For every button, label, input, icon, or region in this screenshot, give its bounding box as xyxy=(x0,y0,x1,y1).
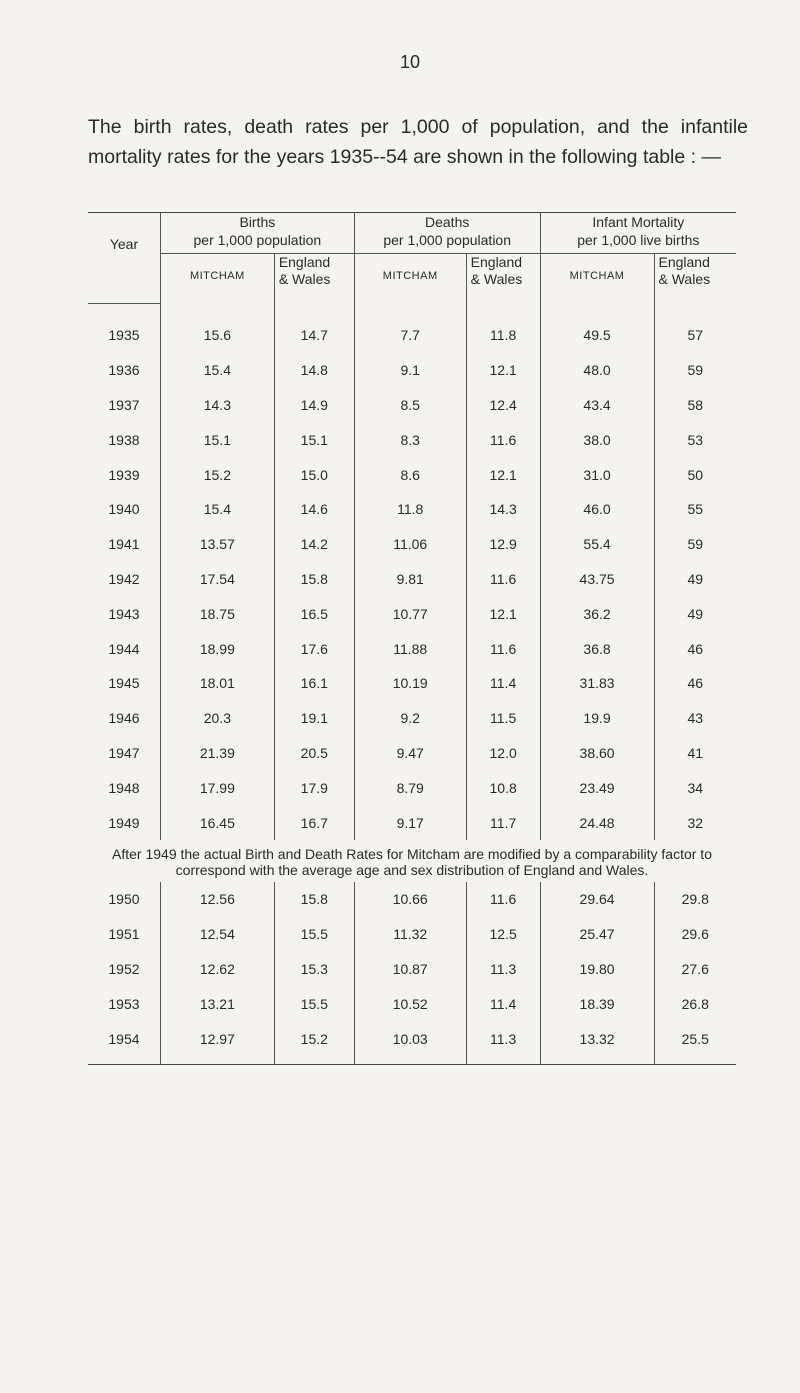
value-cell: 43.75 xyxy=(540,562,654,597)
table-row xyxy=(88,917,736,952)
infant-ew-header xyxy=(654,253,736,304)
births-ew-line2: & Wales xyxy=(278,270,331,287)
births-ew-line1: England xyxy=(278,253,331,270)
value-cell: 9.47 xyxy=(354,736,466,771)
table-row xyxy=(88,952,736,987)
value-cell: 12.97 xyxy=(160,1021,274,1056)
value-cell: 11.4 xyxy=(466,986,540,1021)
value-cell: 10.87 xyxy=(354,952,466,987)
value-cell: 14.3 xyxy=(466,492,540,527)
value-cell: 11.6 xyxy=(466,631,540,666)
value-cell: 43 xyxy=(654,701,736,736)
value-cell: 14.6 xyxy=(274,492,354,527)
value-cell: 11.6 xyxy=(466,882,540,917)
value-cell: 29.8 xyxy=(654,882,736,917)
value-cell: 15.8 xyxy=(274,882,354,917)
value-cell: 12.9 xyxy=(466,527,540,562)
births-header xyxy=(160,213,354,253)
year-subheader-blank xyxy=(88,253,160,304)
value-cell: 15.6 xyxy=(160,318,274,353)
value-cell: 11.88 xyxy=(354,631,466,666)
value-cell: 43.4 xyxy=(540,388,654,423)
value-cell: 12.5 xyxy=(466,917,540,952)
value-cell: 11.4 xyxy=(466,666,540,701)
infant-ew-line2: & Wales xyxy=(658,270,711,287)
deaths-header-line2: per 1,000 population xyxy=(383,232,512,248)
value-cell: 16.45 xyxy=(160,805,274,840)
table-row xyxy=(88,805,736,840)
value-cell: 38.60 xyxy=(540,736,654,771)
value-cell: 11.8 xyxy=(354,492,466,527)
value-cell: 15.4 xyxy=(160,492,274,527)
year-cell: 1950 xyxy=(108,891,140,908)
year-cell: 1949 xyxy=(108,814,140,831)
value-cell: 41 xyxy=(654,736,736,771)
value-cell: 18.75 xyxy=(160,596,274,631)
value-cell: 12.4 xyxy=(466,388,540,423)
value-cell: 15.3 xyxy=(274,952,354,987)
value-cell: 12.54 xyxy=(160,917,274,952)
year-cell: 1939 xyxy=(108,466,140,483)
deaths-ew-line2: & Wales xyxy=(470,270,523,287)
table-row xyxy=(88,388,736,423)
value-cell: 32 xyxy=(654,805,736,840)
value-cell: 8.6 xyxy=(354,457,466,492)
value-cell: 15.8 xyxy=(274,562,354,597)
value-cell: 12.1 xyxy=(466,353,540,388)
comparability-note-row xyxy=(88,840,736,882)
year-cell: 1938 xyxy=(108,431,140,448)
table-row xyxy=(88,527,736,562)
value-cell: 8.5 xyxy=(354,388,466,423)
value-cell: 14.3 xyxy=(160,388,274,423)
value-cell: 13.32 xyxy=(540,1021,654,1056)
intro-paragraph: The birth rates, death rates per 1,000 of population, and the infantile mortality rates for the years 1935--54 are shown in the following table : — xyxy=(88,116,748,168)
value-cell: 12.0 xyxy=(466,736,540,771)
value-cell: 24.48 xyxy=(540,805,654,840)
value-cell: 10.19 xyxy=(354,666,466,701)
table-row xyxy=(88,986,736,1021)
year-cell: 1941 xyxy=(108,536,140,553)
value-cell: 14.7 xyxy=(274,318,354,353)
comparability-note: After 1949 the actual Birth and Death Rates for Mitcham are modified by a comparability factor to correspond with the average age and sex distribution of England and Wales. xyxy=(112,845,712,878)
value-cell: 23.49 xyxy=(540,770,654,805)
value-cell: 20.5 xyxy=(274,736,354,771)
value-cell: 7.7 xyxy=(354,318,466,353)
year-cell: 1954 xyxy=(108,1030,140,1047)
value-cell: 36.8 xyxy=(540,631,654,666)
table-row xyxy=(88,666,736,701)
value-cell: 53 xyxy=(654,422,736,457)
value-cell: 48.0 xyxy=(540,353,654,388)
year-cell: 1947 xyxy=(108,744,140,761)
value-cell: 16.1 xyxy=(274,666,354,701)
value-cell: 14.8 xyxy=(274,353,354,388)
table-row xyxy=(88,457,736,492)
value-cell: 12.1 xyxy=(466,596,540,631)
value-cell: 19.9 xyxy=(540,701,654,736)
value-cell: 29.6 xyxy=(654,917,736,952)
value-cell: 15.0 xyxy=(274,457,354,492)
value-cell: 34 xyxy=(654,770,736,805)
value-cell: 55 xyxy=(654,492,736,527)
year-cell: 1942 xyxy=(108,570,140,587)
value-cell: 10.77 xyxy=(354,596,466,631)
value-cell: 12.1 xyxy=(466,457,540,492)
value-cell: 15.5 xyxy=(274,986,354,1021)
year-cell: 1936 xyxy=(108,362,140,379)
value-cell: 11.3 xyxy=(466,1021,540,1056)
value-cell: 15.1 xyxy=(160,422,274,457)
deaths-ew-header xyxy=(466,253,540,304)
value-cell: 21.39 xyxy=(160,736,274,771)
year-cell: 1943 xyxy=(108,605,140,622)
year-cell: 1937 xyxy=(108,396,140,413)
table-row xyxy=(88,736,736,771)
table-row xyxy=(88,631,736,666)
value-cell: 14.2 xyxy=(274,527,354,562)
value-cell: 50 xyxy=(654,457,736,492)
value-cell: 46 xyxy=(654,631,736,666)
value-cell: 59 xyxy=(654,527,736,562)
page-number: 10 xyxy=(399,52,421,72)
value-cell: 25.5 xyxy=(654,1021,736,1056)
value-cell: 12.56 xyxy=(160,882,274,917)
value-cell: 18.01 xyxy=(160,666,274,701)
table-row xyxy=(88,596,736,631)
value-cell: 17.54 xyxy=(160,562,274,597)
value-cell: 8.79 xyxy=(354,770,466,805)
value-cell: 49 xyxy=(654,562,736,597)
value-cell: 29.64 xyxy=(540,882,654,917)
value-cell: 11.32 xyxy=(354,917,466,952)
value-cell: 15.2 xyxy=(274,1021,354,1056)
year-cell: 1935 xyxy=(108,327,140,344)
infant-mortality-header xyxy=(540,213,736,253)
value-cell: 15.4 xyxy=(160,353,274,388)
value-cell: 16.5 xyxy=(274,596,354,631)
value-cell: 9.1 xyxy=(354,353,466,388)
value-cell: 9.81 xyxy=(354,562,466,597)
vital-statistics-table xyxy=(88,212,736,1065)
year-cell: 1944 xyxy=(108,640,140,657)
value-cell: 14.9 xyxy=(274,388,354,423)
value-cell: 49.5 xyxy=(540,318,654,353)
year-cell: 1946 xyxy=(108,710,140,727)
value-cell: 17.9 xyxy=(274,770,354,805)
value-cell: 9.17 xyxy=(354,805,466,840)
value-cell: 49 xyxy=(654,596,736,631)
value-cell: 59 xyxy=(654,353,736,388)
value-cell: 18.99 xyxy=(160,631,274,666)
value-cell: 10.52 xyxy=(354,986,466,1021)
table-row xyxy=(88,770,736,805)
births-header-line1: Births xyxy=(239,214,276,230)
value-cell: 46 xyxy=(654,666,736,701)
value-cell: 19.1 xyxy=(274,701,354,736)
value-cell: 17.99 xyxy=(160,770,274,805)
value-cell: 13.57 xyxy=(160,527,274,562)
value-cell: 15.5 xyxy=(274,917,354,952)
year-cell: 1951 xyxy=(108,926,140,943)
value-cell: 8.3 xyxy=(354,422,466,457)
value-cell: 15.2 xyxy=(160,457,274,492)
value-cell: 17.6 xyxy=(274,631,354,666)
value-cell: 18.39 xyxy=(540,986,654,1021)
value-cell: 38.0 xyxy=(540,422,654,457)
value-cell: 9.2 xyxy=(354,701,466,736)
table-row xyxy=(88,318,736,353)
table-row xyxy=(88,422,736,457)
table-row xyxy=(88,492,736,527)
infant-mitcham-header: MITCHAM xyxy=(540,253,654,304)
year-cell: 1945 xyxy=(108,675,140,692)
deaths-header xyxy=(354,213,540,253)
value-cell: 11.7 xyxy=(466,805,540,840)
infant-mortality-header-line2: per 1,000 live births xyxy=(577,232,700,248)
value-cell: 12.62 xyxy=(160,952,274,987)
deaths-header-line1: Deaths xyxy=(425,214,470,230)
value-cell: 26.8 xyxy=(654,986,736,1021)
value-cell: 13.21 xyxy=(160,986,274,1021)
table-row xyxy=(88,353,736,388)
value-cell: 11.06 xyxy=(354,527,466,562)
value-cell: 46.0 xyxy=(540,492,654,527)
value-cell: 58 xyxy=(654,388,736,423)
value-cell: 15.1 xyxy=(274,422,354,457)
value-cell: 11.5 xyxy=(466,701,540,736)
births-header-line2: per 1,000 population xyxy=(193,232,322,248)
table-row xyxy=(88,562,736,597)
births-ew-header xyxy=(274,253,354,304)
year-cell: 1948 xyxy=(108,779,140,796)
value-cell: 55.4 xyxy=(540,527,654,562)
table-row xyxy=(88,882,736,917)
value-cell: 19.80 xyxy=(540,952,654,987)
year-cell: 1952 xyxy=(108,960,140,977)
table-row xyxy=(88,701,736,736)
deaths-ew-line1: England xyxy=(470,253,523,270)
value-cell: 16.7 xyxy=(274,805,354,840)
value-cell: 25.47 xyxy=(540,917,654,952)
value-cell: 10.8 xyxy=(466,770,540,805)
value-cell: 20.3 xyxy=(160,701,274,736)
value-cell: 11.6 xyxy=(466,562,540,597)
value-cell: 11.8 xyxy=(466,318,540,353)
table-row xyxy=(88,1021,736,1056)
value-cell: 10.03 xyxy=(354,1021,466,1056)
value-cell: 31.83 xyxy=(540,666,654,701)
value-cell: 10.66 xyxy=(354,882,466,917)
infant-ew-line1: England xyxy=(658,253,710,270)
value-cell: 36.2 xyxy=(540,596,654,631)
deaths-mitcham-header: MITCHAM xyxy=(354,253,466,304)
value-cell: 57 xyxy=(654,318,736,353)
births-mitcham-header: MITCHAM xyxy=(160,253,274,304)
infant-mortality-header-line1: Infant Mortality xyxy=(592,214,685,230)
value-cell: 11.3 xyxy=(466,952,540,987)
year-cell: 1953 xyxy=(108,995,140,1012)
value-cell: 31.0 xyxy=(540,457,654,492)
value-cell: 11.6 xyxy=(466,422,540,457)
value-cell: 27.6 xyxy=(654,952,736,987)
year-header: Year xyxy=(109,236,139,252)
year-cell: 1940 xyxy=(108,501,140,518)
